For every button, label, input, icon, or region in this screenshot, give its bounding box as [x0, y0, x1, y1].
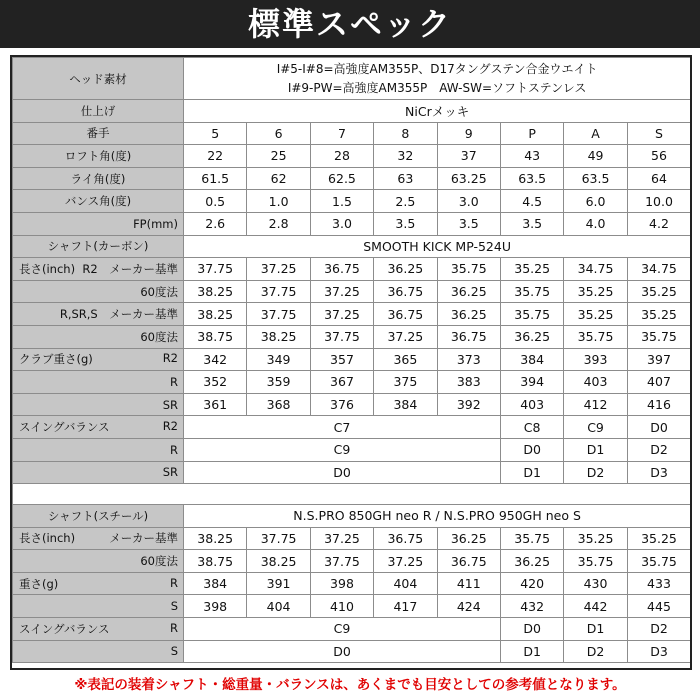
weight-cell: 398 — [310, 572, 373, 595]
length-cell: 37.25 — [247, 258, 310, 281]
weight-cell: 391 — [247, 572, 310, 595]
bounce-cell: 6.0 — [564, 190, 627, 213]
length-cell: 36.75 — [374, 280, 437, 303]
swing-cell: D0 — [500, 438, 563, 461]
length-cell: 37.75 — [184, 258, 247, 281]
steel-length-60-row — [13, 550, 691, 573]
fp-cell: 3.0 — [310, 212, 373, 235]
lie-cell: 63.25 — [437, 167, 500, 190]
swing-cell: D1 — [564, 618, 627, 641]
carbon-shaft-value: SMOOTH KICK MP-524U — [184, 235, 691, 258]
spec-table-frame — [10, 55, 692, 670]
weight-cell: 393 — [564, 348, 627, 371]
number-cell: 8 — [374, 122, 437, 145]
bounce-cell: 3.0 — [437, 190, 500, 213]
number-cell: P — [500, 122, 563, 145]
length-cell: 36.75 — [374, 527, 437, 550]
swing-cell: D0 — [627, 416, 691, 439]
loft-cell: 28 — [310, 145, 373, 168]
weight-cell: 412 — [564, 393, 627, 416]
swing-cell: D2 — [564, 640, 627, 663]
length-cell: 37.75 — [247, 527, 310, 550]
steel-swing-r-label — [13, 618, 184, 641]
lie-cell: 63.5 — [500, 167, 563, 190]
length-cell: 35.75 — [627, 325, 691, 348]
carbon-weight-r-row — [13, 371, 691, 394]
weight-label: 重さ(g) — [19, 576, 59, 591]
loft-cell: 25 — [247, 145, 310, 168]
bounce-label: バンス角(度) — [13, 190, 184, 213]
swing-main-cell: D0 — [184, 461, 501, 484]
loft-cell: 49 — [564, 145, 627, 168]
fp-cell: 2.6 — [184, 212, 247, 235]
page-title: 標準スペック — [0, 0, 700, 48]
length-cell: 37.25 — [310, 280, 373, 303]
swing-cell: D1 — [500, 461, 563, 484]
weight-cell: 342 — [184, 348, 247, 371]
length-cell: 37.25 — [310, 303, 373, 326]
weight-cell: 375 — [374, 371, 437, 394]
length-cell: 35.75 — [564, 550, 627, 573]
lie-row — [13, 167, 691, 190]
weight-cell: 368 — [247, 393, 310, 416]
length-cell: 38.25 — [184, 527, 247, 550]
length-cell: 38.25 — [247, 325, 310, 348]
fp-row — [13, 212, 691, 235]
length-cell: 37.75 — [310, 550, 373, 573]
length-cell: 36.75 — [310, 258, 373, 281]
loft-label: ロフト角(度) — [13, 145, 184, 168]
number-row — [13, 122, 691, 145]
carbon-weight-sr-row — [13, 393, 691, 416]
length-cell: 37.75 — [247, 303, 310, 326]
head-material-row — [13, 58, 691, 100]
weight-cell: 359 — [247, 371, 310, 394]
weight-cell: 392 — [437, 393, 500, 416]
steel-swing-s-row — [13, 640, 691, 663]
swing-r-label: R — [13, 438, 184, 461]
length-cell: 37.75 — [310, 325, 373, 348]
weight-cell: 403 — [500, 393, 563, 416]
length-cell: 35.75 — [564, 325, 627, 348]
length-cell: 36.75 — [374, 303, 437, 326]
weight-cell: 365 — [374, 348, 437, 371]
swing-cell: D2 — [564, 461, 627, 484]
length-cell: 38.75 — [184, 550, 247, 573]
length-cell: 36.25 — [500, 325, 563, 348]
head-material-label: ヘッド素材 — [13, 58, 184, 100]
number-cell: 9 — [437, 122, 500, 145]
steel-weight-r-label — [13, 572, 184, 595]
length-cell: 37.25 — [374, 325, 437, 348]
steel-length-maker-label — [13, 527, 184, 550]
steel-shaft-value: N.S.PRO 850GH neo R / N.S.PRO 950GH neo S — [184, 505, 691, 528]
length-cell: 35.25 — [564, 280, 627, 303]
steel-shaft-row — [13, 505, 691, 528]
length-cell: 35.25 — [564, 527, 627, 550]
weight-cell: 383 — [437, 371, 500, 394]
swing-main-cell: C9 — [184, 438, 501, 461]
number-cell: S — [627, 122, 691, 145]
length-cell: 36.25 — [374, 258, 437, 281]
carbon-shaft-row — [13, 235, 691, 258]
length-cell: 35.75 — [500, 303, 563, 326]
swing-main-cell: C7 — [184, 416, 501, 439]
weight-cell: 445 — [627, 595, 691, 618]
weight-cell: 424 — [437, 595, 500, 618]
number-cell: 7 — [310, 122, 373, 145]
length-label: 長さ(inch) — [19, 531, 76, 546]
weight-cell: 376 — [310, 393, 373, 416]
swing-s-label: S — [13, 640, 184, 663]
spec-table — [12, 57, 691, 663]
length-cell: 38.75 — [184, 325, 247, 348]
length-cell: 35.25 — [627, 280, 691, 303]
steel-shaft-label: シャフト(スチール) — [13, 505, 184, 528]
length-cell: 35.75 — [500, 280, 563, 303]
weight-cell: 367 — [310, 371, 373, 394]
weight-cell: 416 — [627, 393, 691, 416]
fp-label: FP(mm) — [13, 212, 184, 235]
bounce-cell: 1.5 — [310, 190, 373, 213]
swing-main-cell: D0 — [184, 640, 501, 663]
swing-cell: D3 — [627, 461, 691, 484]
carbon-length-r2-maker-row — [13, 258, 691, 281]
carbon-length-rsrs-60-row — [13, 325, 691, 348]
head-material-line1: I#5-I#8=高強度AM355P、D17タングステン合金ウエイト — [276, 61, 598, 76]
loft-row — [13, 145, 691, 168]
swing-r-label: R — [170, 620, 178, 635]
footnote: ※表記の装着シャフト・総重量・バランスは、あくまでも目安としての参考値となります。 — [74, 677, 626, 693]
bounce-cell: 2.5 — [374, 190, 437, 213]
weight-s-label: S — [13, 595, 184, 618]
weight-cell: 384 — [184, 572, 247, 595]
length-cell: 38.25 — [184, 280, 247, 303]
weight-cell: 357 — [310, 348, 373, 371]
swing-cell: D1 — [564, 438, 627, 461]
r2-maker-label: R2 メーカー基準 — [82, 261, 178, 276]
carbon-length-r2-maker-label — [13, 258, 184, 281]
bounce-cell: 1.0 — [247, 190, 310, 213]
length-cell: 35.25 — [564, 303, 627, 326]
number-cell: 5 — [184, 122, 247, 145]
weight-cell: 407 — [627, 371, 691, 394]
weight-cell: 410 — [310, 595, 373, 618]
bounce-cell: 0.5 — [184, 190, 247, 213]
rsrs-maker-label: R,SR,S メーカー基準 — [13, 303, 184, 326]
weight-cell: 404 — [374, 572, 437, 595]
length-cell: 37.75 — [247, 280, 310, 303]
carbon-swing-r2-row — [13, 416, 691, 439]
length-cell: 36.25 — [500, 550, 563, 573]
lie-cell: 64 — [627, 167, 691, 190]
weight-cell: 432 — [500, 595, 563, 618]
section-divider — [13, 484, 691, 505]
length-cell: 36.25 — [437, 280, 500, 303]
lie-label: ライ角(度) — [13, 167, 184, 190]
carbon-weight-r2-row — [13, 348, 691, 371]
weight-cell: 433 — [627, 572, 691, 595]
carbon-length-rsrs-maker-row — [13, 303, 691, 326]
fp-cell: 3.5 — [500, 212, 563, 235]
swing-cell: C9 — [564, 416, 627, 439]
weight-cell: 404 — [247, 595, 310, 618]
fp-cell: 3.5 — [437, 212, 500, 235]
length-cell: 35.25 — [627, 527, 691, 550]
weight-r-label: R — [13, 371, 184, 394]
length-cell: 35.75 — [437, 258, 500, 281]
weight-cell: 394 — [500, 371, 563, 394]
weight-cell: 384 — [500, 348, 563, 371]
weight-cell: 397 — [627, 348, 691, 371]
fp-cell: 3.5 — [374, 212, 437, 235]
swing-r2-label: R2 — [162, 419, 178, 434]
deg60-label: 60度法 — [13, 550, 184, 573]
length-cell: 34.75 — [564, 258, 627, 281]
steel-weight-r-row — [13, 572, 691, 595]
length-cell: 35.25 — [500, 258, 563, 281]
lie-cell: 61.5 — [184, 167, 247, 190]
swing-cell: D2 — [627, 438, 691, 461]
bounce-row — [13, 190, 691, 213]
weight-r2-label: R2 — [162, 351, 178, 366]
fp-cell: 2.8 — [247, 212, 310, 235]
head-material-value — [184, 58, 691, 100]
weight-label: クラブ重さ(g) — [19, 352, 93, 367]
carbon-weight-r2-label — [13, 348, 184, 371]
loft-cell: 32 — [374, 145, 437, 168]
loft-cell: 43 — [500, 145, 563, 168]
weight-r-label: R — [170, 575, 178, 590]
weight-cell: 361 — [184, 393, 247, 416]
length-cell: 36.25 — [437, 527, 500, 550]
weight-cell: 442 — [564, 595, 627, 618]
loft-cell: 37 — [437, 145, 500, 168]
length-cell: 37.25 — [374, 550, 437, 573]
swing-main-cell: C9 — [184, 618, 501, 641]
section-gap — [13, 484, 691, 505]
swing-cell: D2 — [627, 618, 691, 641]
steel-length-maker-row — [13, 527, 691, 550]
length-cell: 35.75 — [500, 527, 563, 550]
length-cell: 36.75 — [437, 325, 500, 348]
weight-cell: 373 — [437, 348, 500, 371]
steel-weight-s-row — [13, 595, 691, 618]
weight-cell: 411 — [437, 572, 500, 595]
finish-value: NiCrメッキ — [184, 100, 691, 123]
maker-label: メーカー基準 — [109, 531, 178, 546]
loft-cell: 56 — [627, 145, 691, 168]
weight-cell: 349 — [247, 348, 310, 371]
swing-label: スイングバランス — [19, 420, 110, 435]
weight-cell: 430 — [564, 572, 627, 595]
length-cell: 38.25 — [184, 303, 247, 326]
lie-cell: 62 — [247, 167, 310, 190]
length-cell: 35.75 — [627, 550, 691, 573]
head-material-line2: I#9-PW=高強度AM355P AW-SW=ソフトステンレス — [287, 80, 587, 95]
swing-cell: D1 — [500, 640, 563, 663]
weight-cell: 417 — [374, 595, 437, 618]
fp-cell: 4.0 — [564, 212, 627, 235]
weight-cell: 398 — [184, 595, 247, 618]
rsrs-60-label: 60度法 — [13, 325, 184, 348]
weight-cell: 420 — [500, 572, 563, 595]
bounce-cell: 4.5 — [500, 190, 563, 213]
swing-cell: D0 — [500, 618, 563, 641]
length-cell: 36.25 — [437, 303, 500, 326]
finish-label: 仕上げ — [13, 100, 184, 123]
finish-row — [13, 100, 691, 123]
number-cell: A — [564, 122, 627, 145]
length-cell: 34.75 — [627, 258, 691, 281]
bounce-cell: 10.0 — [627, 190, 691, 213]
swing-label: スイングバランス — [19, 621, 110, 636]
swing-sr-label: SR — [13, 461, 184, 484]
length-cell: 35.25 — [627, 303, 691, 326]
steel-swing-r-row — [13, 618, 691, 641]
length-cell: 36.75 — [437, 550, 500, 573]
weight-cell: 403 — [564, 371, 627, 394]
number-cell: 6 — [247, 122, 310, 145]
r2-60-label: 60度法 — [13, 280, 184, 303]
swing-cell: C8 — [500, 416, 563, 439]
carbon-swing-sr-row — [13, 461, 691, 484]
carbon-length-r2-60-row — [13, 280, 691, 303]
weight-cell: 352 — [184, 371, 247, 394]
fp-cell: 4.2 — [627, 212, 691, 235]
lie-cell: 62.5 — [310, 167, 373, 190]
lie-cell: 63 — [374, 167, 437, 190]
length-cell: 38.25 — [247, 550, 310, 573]
carbon-swing-r2-label — [13, 416, 184, 439]
number-label: 番手 — [13, 122, 184, 145]
carbon-swing-r-row — [13, 438, 691, 461]
weight-cell: 384 — [374, 393, 437, 416]
carbon-shaft-label: シャフト(カーボン) — [13, 235, 184, 258]
length-label: 長さ(inch) — [19, 261, 76, 276]
loft-cell: 22 — [184, 145, 247, 168]
swing-cell: D3 — [627, 640, 691, 663]
lie-cell: 63.5 — [564, 167, 627, 190]
length-cell: 37.25 — [310, 527, 373, 550]
weight-sr-label: SR — [13, 393, 184, 416]
